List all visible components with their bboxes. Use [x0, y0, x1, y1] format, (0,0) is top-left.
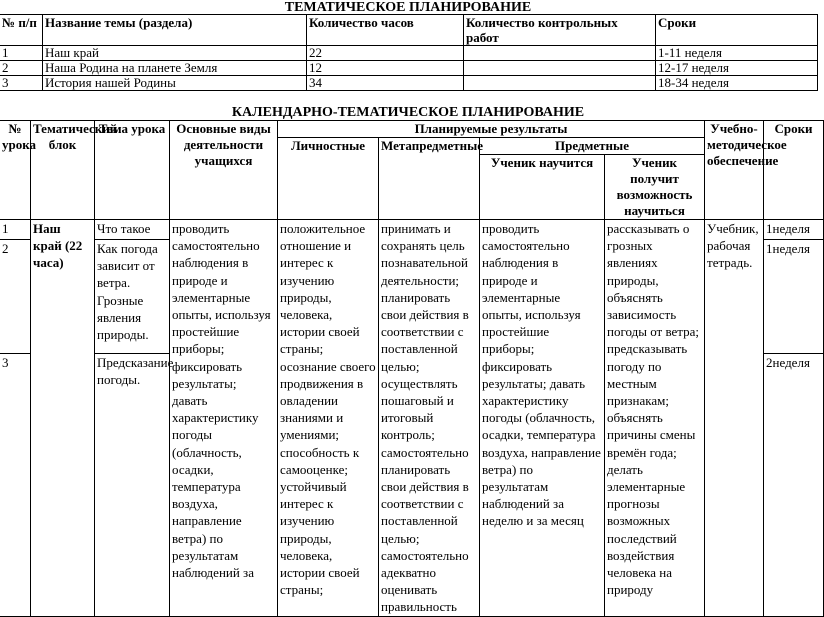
header-dates: Сроки	[656, 15, 818, 46]
header-topic-name: Название темы (раздела)	[43, 15, 307, 46]
calendar-planning-table	[0, 120, 824, 617]
header-subject: Предметные	[480, 138, 705, 155]
cell-date: 1неделя	[764, 220, 824, 240]
cell-lesson-num: 3	[0, 353, 31, 616]
cell-block-name: Наш край (22 часа)	[31, 220, 95, 617]
cell-hours: 34	[307, 76, 464, 91]
header-num: № п/п	[0, 15, 43, 46]
header-hours: Количество часов	[307, 15, 464, 46]
cell-hours: 12	[307, 61, 464, 76]
cell-metasubject: принимать и сохранять цель познавательной деятельности; планировать свои действия в соответствии с поставленной целью; осуществлять пошаговый и итоговый контроль; самостоятельно планировать свои действия в соответствии с поставленной целью; самостоятельно адекватно оценивать правильность	[379, 220, 480, 617]
cell-lesson-num: 1	[0, 220, 31, 240]
header-lesson-topic: Тема урока	[95, 121, 170, 220]
cell-lesson-topic: Что такое	[95, 220, 170, 240]
header-tests: Количество контрольных работ	[464, 15, 656, 46]
cell-hours: 22	[307, 46, 464, 61]
header-will-learn: Ученик научится	[480, 155, 605, 220]
header-thematic-block: Тематический блок	[31, 121, 95, 220]
table-row	[0, 76, 818, 91]
header-personal: Личностные	[278, 138, 379, 220]
thematic-planning-title: ТЕМАТИЧЕСКОЕ ПЛАНИРОВАНИЕ	[284, 0, 532, 15]
header-materials: Учебно-методическое обеспечение	[705, 121, 764, 220]
thematic-planning-table	[0, 14, 818, 91]
cell-date: 2неделя	[764, 353, 824, 616]
table-row	[0, 220, 824, 240]
cell-personal: положительное отношение и интерес к изучению природы, человека, истории своей страны; осознание своего продвижения в овладении знаниями и умениями; способность к самооценке; устойчивый интерес к изучению природы, человека, истории своей страны;	[278, 220, 379, 617]
cell-may-learn: рассказывать о грозных явлениях природы, объяснять зависимость погоды от ветра; предсказывать погоду по местным признакам; объяснять причины смены времён года; делать элементарные прогнозы возможных последствий воздействия человека на природу	[605, 220, 705, 617]
cell-materials: Учебник, рабочая тетрадь.	[705, 220, 764, 617]
header-lesson-num: № урока	[0, 121, 31, 220]
cell-lesson-topic: Предсказание погоды.	[95, 353, 170, 616]
cell-will-learn: проводить самостоятельно наблюдения в природе и элементарные опыты, используя простейшие приборы; фиксировать результаты; давать характеристику погоды (облачность, осадки, температура воздуха, направление ветра) по результатам наблюдений за неделю и за месяц	[480, 220, 605, 617]
cell-num: 2	[0, 61, 43, 76]
header-row-1	[0, 121, 824, 138]
header-activities: Основные виды деятельности учащихся	[170, 121, 278, 220]
cell-num: 3	[0, 76, 43, 91]
calendar-planning-title: КАЛЕНДАРНО-ТЕМАТИЧЕСКОЕ ПЛАНИРОВАНИЕ	[231, 105, 585, 120]
header-may-learn: Ученик получит возможность научиться	[605, 155, 705, 220]
cell-topic: Наш край	[43, 46, 307, 61]
cell-activities: проводить самостоятельно наблюдения в природе и элементарные опыты, используя простейшие приборы; фиксировать результаты; давать характеристику погоды (облачность, осадки, температура воздуха, направление ветра) по результатам наблюдений за	[170, 220, 278, 617]
cell-dates: 12-17 неделя	[656, 61, 818, 76]
cell-num: 1	[0, 46, 43, 61]
cell-tests	[464, 76, 656, 91]
table-row	[0, 61, 818, 76]
cell-dates: 18-34 неделя	[656, 76, 818, 91]
cell-tests	[464, 46, 656, 61]
cell-lesson-topic: Как погода зависит от ветра. Грозные явления природы.	[95, 239, 170, 353]
header-metasubject: Метапредметные	[379, 138, 480, 220]
cell-date: 1неделя	[764, 239, 824, 353]
header-dates: Сроки	[764, 121, 824, 220]
cell-topic: Наша Родина на планете Земля	[43, 61, 307, 76]
header-planned-results: Планируемые результаты	[278, 121, 705, 138]
table-row	[0, 46, 818, 61]
cell-topic: История нашей Родины	[43, 76, 307, 91]
cell-dates: 1-11 неделя	[656, 46, 818, 61]
cell-tests	[464, 61, 656, 76]
cell-lesson-num: 2	[0, 239, 31, 353]
table-header-row	[0, 15, 818, 46]
